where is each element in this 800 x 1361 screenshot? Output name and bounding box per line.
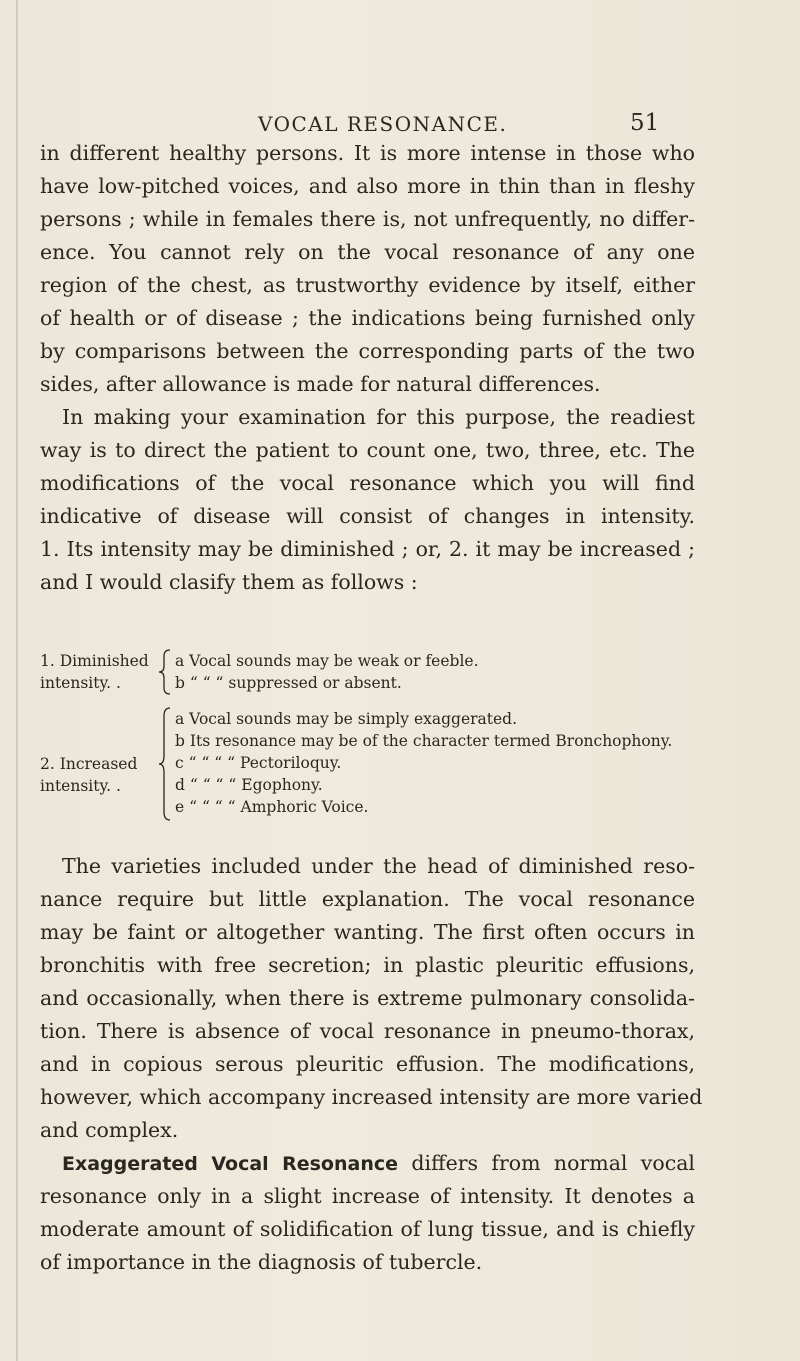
brace-icon [158,648,172,696]
increased-item-a: a Vocal sounds may be simply exaggerated. [175,710,518,728]
text-line: and in copious serous pleuritic effusion. The modifications, [40,1052,695,1076]
page-edge-shadow [16,0,18,1361]
text-line: nance require but little explanation. The vocal resonance [40,887,695,911]
text-fragment: differs from normal vocal [398,1151,695,1175]
increased-item-c: c “ “ “ “ Pectoriloquy. [175,754,342,772]
text-line: of health or of disease ; the indications being furnished only [40,306,695,330]
diminished-item-b: b “ “ “ suppressed or absent. [175,674,402,692]
text-line: may be faint or altogether wanting. The first often occurs in [40,920,695,944]
text-line: and occasionally, when there is extreme pulmonary consolida- [40,986,695,1010]
text-line: 1. Its intensity may be diminished ; or, 2. it may be increased ; [40,537,695,561]
text-line: tion. There is absence of vocal resonance in pneumo-thorax, [40,1019,695,1043]
brace-icon [158,706,172,822]
text-line: have low-pitched voices, and also more in thin than in fleshy [40,174,695,198]
running-head: VOCAL RESONANCE. [258,112,508,136]
text-line [40,1147,695,1180]
increased-label-sub: intensity. . [40,777,121,795]
increased-item-d: d “ “ “ “ Egophony. [175,776,323,794]
paragraph-2 [40,401,695,599]
diminished-item-a: a Vocal sounds may be weak or feeble. [175,652,479,670]
text-line: sides, after allowance is made for natural differences. [40,372,601,396]
text-line: indicative of disease will consist of changes in intensity. [40,504,695,528]
increased-item-b: b Its resonance may be of the character termed Bronchophony. [175,732,673,750]
text-line: moderate amount of solidification of lung tissue, and is chiefly [40,1217,695,1241]
paragraph-4 [40,1147,695,1279]
text-line: of importance in the diagnosis of tubercle. [40,1250,483,1274]
increased-label: 2. Increased [40,755,138,773]
page-header [0,110,800,140]
paragraph-1 [40,137,695,401]
text-line: however, which accompany increased intensity are more varied [40,1085,703,1109]
text-line: and complex. [40,1118,179,1142]
text-line: and I would clasify them as follows : [40,570,418,594]
page-number: 51 [630,110,660,136]
text-line: resonance only in a slight increase of intensity. It denotes a [40,1184,695,1208]
increased-item-e: e “ “ “ “ Amphoric Voice. [175,798,369,816]
text-line: bronchitis with free secretion; in plastic pleuritic effusions, [40,953,695,977]
diminished-label-sub: intensity. . [40,674,121,692]
text-line: region of the chest, as trustworthy evidence by itself, either [40,273,695,297]
text-line: way is to direct the patient to count one, two, three, etc. The [40,438,695,462]
section-lead-heading: Exaggerated Vocal Resonance [62,1153,399,1175]
text-line: The varieties included under the head of diminished reso- [62,854,695,878]
text-line: In making your examination for this purpose, the readiest [62,405,695,429]
text-line: persons ; while in females there is, not unfrequently, no differ- [40,207,695,231]
text-line: in different healthy persons. It is more intense in those who [40,141,695,165]
text-line: modifications of the vocal resonance which you will find [40,471,695,495]
text-line: ence. You cannot rely on the vocal resonance of any one [40,240,695,264]
diminished-label: 1. Diminished [40,652,149,670]
text-line: by comparisons between the corresponding parts of the two [40,339,695,363]
paragraph-3 [40,850,703,1147]
